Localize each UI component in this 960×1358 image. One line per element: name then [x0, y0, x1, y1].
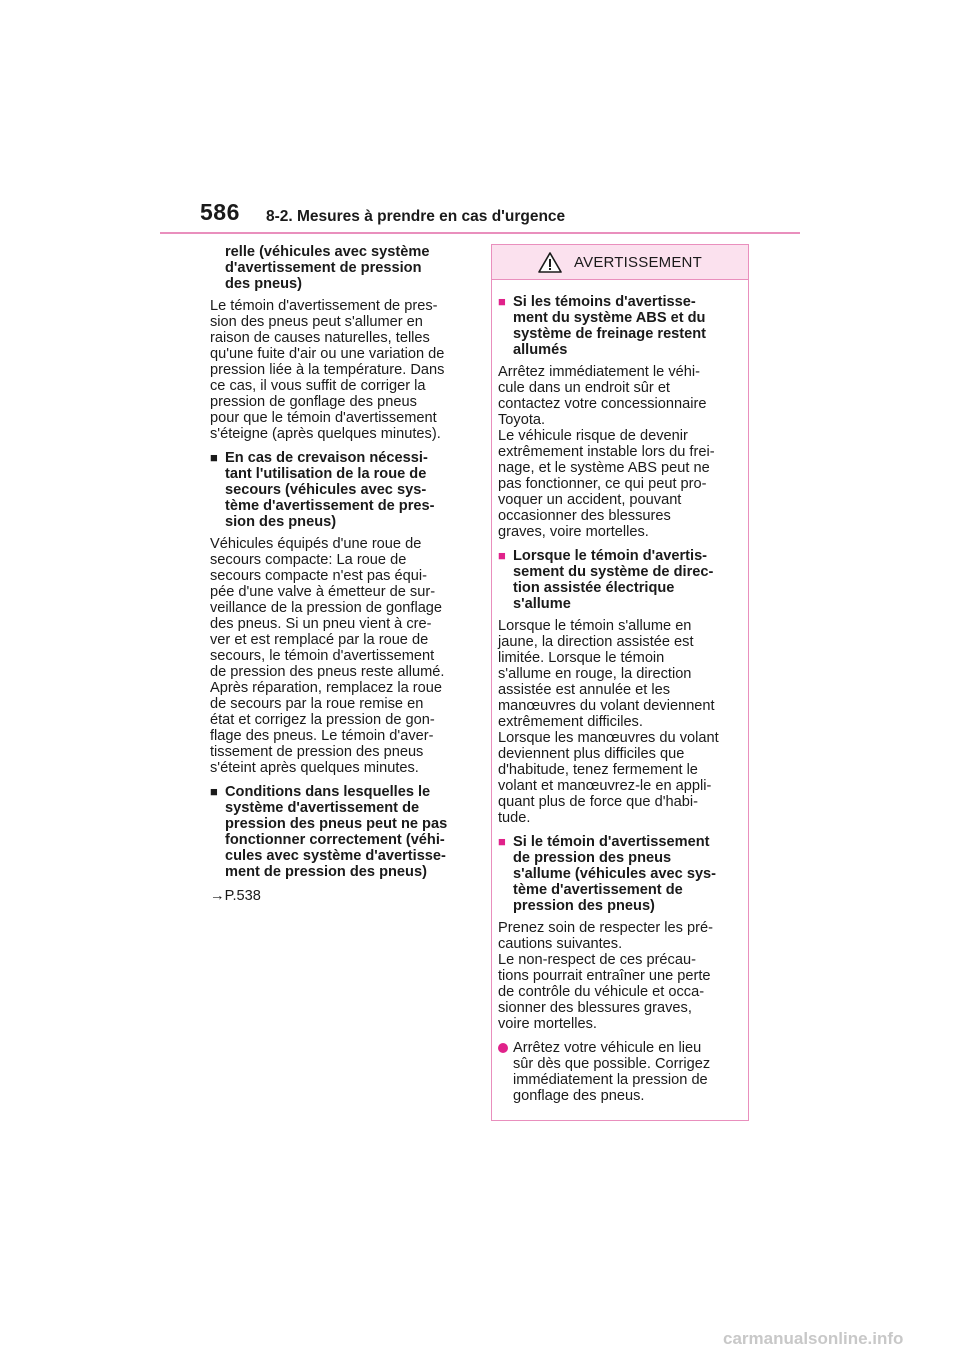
text-line: secours (véhicules avec sys- [225, 482, 427, 498]
text-line: pée d'une valve à émetteur de sur- [210, 584, 436, 600]
steering-body [498, 618, 744, 826]
text-line: gonflage des pneus. [513, 1088, 645, 1104]
text-line: Véhicules équipés d'une roue de [210, 536, 422, 552]
text-line: Toyota. [498, 412, 546, 428]
text-line: Si les témoins d'avertisse- [513, 294, 696, 310]
conditions-heading-text [225, 784, 468, 880]
text-line: voire mortelles. [498, 1016, 597, 1032]
steering-heading [498, 548, 744, 612]
text-line: ver et est remplacé par la roue de [210, 632, 429, 648]
text-line: sionner des blessures graves, [498, 1000, 692, 1016]
text-line: sûr dès que possible. Corrigez [513, 1056, 711, 1072]
text-line: Arrêtez immédiatement le véhi- [498, 364, 700, 380]
text-line: de pression des pneus [513, 850, 672, 866]
page-number: 586 [200, 199, 240, 225]
text-line: tion assistée électrique [513, 580, 675, 596]
text-line: tème d'avertissement de pres- [225, 498, 435, 514]
text-line: qu'une fuite d'air ou une variation de [210, 346, 445, 362]
text-line: sion des pneus) [225, 514, 337, 530]
text-line: de pression des pneus reste allumé. [210, 664, 445, 680]
text-line: raison de causes naturelles, telles [210, 330, 430, 346]
text-line: tème d'avertissement de [513, 882, 683, 898]
text-line: cules avec système d'avertisse- [225, 848, 446, 864]
text-line: Lorsque le témoin s'allume en [498, 618, 692, 634]
text-line: s'allume (véhicules avec sys- [513, 866, 717, 882]
text-line: de secours par la roue remise en [210, 696, 424, 712]
text-line: Après réparation, remplacez la roue [210, 680, 442, 696]
text-line: des pneus. Si un pneu vient à cre- [210, 616, 432, 632]
header-rule [160, 232, 800, 234]
tire-pressure-body [498, 920, 744, 1032]
text-line: Le témoin d'avertissement de pres- [210, 298, 438, 314]
text-line: s'allume en rouge, la direction [498, 666, 692, 682]
text-line: Le véhicule risque de devenir [498, 428, 688, 444]
text-line: s'allume [513, 596, 571, 612]
section-title: 8-2. Mesures à prendre en cas d'urgence [266, 208, 566, 225]
text-line: Arrêtez votre véhicule en lieu [513, 1040, 702, 1056]
continued-heading [210, 244, 468, 292]
square-bullet-icon: ■ [210, 784, 218, 799]
text-line: d'avertissement de pression [225, 260, 422, 276]
round-bullet-icon [498, 1043, 508, 1053]
warning-title: AVERTISSEMENT [574, 253, 702, 271]
text-line: Prenez soin de respecter les pré- [498, 920, 713, 936]
text-line: pression des pneus peut ne pas [225, 816, 448, 832]
conditions-heading [210, 784, 468, 880]
text-line: Conditions dans lesquelles le [225, 784, 431, 800]
text-line: pas fonctionner, ce qui peut pro- [498, 476, 707, 492]
text-line: secours compacte n'est pas équi- [210, 568, 427, 584]
text-line: système de freinage restent [513, 326, 707, 342]
text-line: extrêmement difficiles. [498, 714, 643, 730]
text-line: s'éteigne (après quelques minutes). [210, 426, 441, 442]
abs-heading-text [513, 294, 744, 358]
text-line: ment du système ABS et du [513, 310, 706, 326]
text-line: sement du système de direc- [513, 564, 714, 580]
text-line: nage, et le système ABS peut ne [498, 460, 710, 476]
text-line: volant et manœuvrez-le en appli- [498, 778, 712, 794]
text-line: Le non-respect de ces précau- [498, 952, 696, 968]
text-line: cautions suivantes. [498, 936, 623, 952]
text-line: Si le témoin d'avertissement [513, 834, 710, 850]
left-column [210, 244, 468, 904]
square-bullet-icon: ■ [498, 548, 506, 563]
tire-pressure-heading-text [513, 834, 744, 914]
square-bullet-icon: ■ [210, 450, 218, 465]
text-line: fonctionner correctement (véhi- [225, 832, 445, 848]
text-line: Lorsque les manœuvres du volant [498, 730, 719, 746]
text-line: système d'avertissement de [225, 800, 420, 816]
text-line: limitée. Lorsque le témoin [498, 650, 665, 666]
text-line: immédiatement la pression de [513, 1072, 708, 1088]
text-line: pression liée à la température. Dans [210, 362, 445, 378]
text-line: secours compacte: La roue de [210, 552, 407, 568]
watermark: carmanualsonline.info [723, 1329, 904, 1348]
text-line: tions pourrait entraîner une perte [498, 968, 711, 984]
text-line: En cas de crevaison nécessi- [225, 450, 428, 466]
tire-pressure-bullet-text [513, 1040, 744, 1104]
text-line: sion des pneus peut s'allumer en [210, 314, 423, 330]
abs-heading [498, 294, 744, 358]
tire-pressure-bullet [498, 1040, 744, 1104]
text-line: flage des pneus. Le témoin d'aver- [210, 728, 434, 744]
text-line: tude. [498, 810, 531, 826]
page-reference: →P.538 [210, 888, 261, 904]
text-line: tant l'utilisation de la roue de [225, 466, 427, 482]
text-line: ce cas, il vous suffit de corriger la [210, 378, 426, 394]
text-line: voquer un accident, pouvant [498, 492, 682, 508]
text-line: assistée est annulée et les [498, 682, 670, 698]
text-line: s'éteint après quelques minutes. [210, 760, 419, 776]
text-line: relle (véhicules avec système [225, 244, 430, 260]
warning-body [492, 280, 748, 1104]
text-line: de contrôle du véhicule et occa- [498, 984, 705, 1000]
spare-tire-heading-text [225, 450, 468, 530]
text-line: tissement de pression des pneus [210, 744, 424, 760]
text-line: veillance de la pression de gonflage [210, 600, 443, 616]
text-line: deviennent plus difficiles que [498, 746, 685, 762]
text-line: pour que le témoin d'avertissement [210, 410, 437, 426]
text-line: manœuvres du volant deviennent [498, 698, 715, 714]
square-bullet-icon: ■ [498, 294, 506, 309]
text-line: jaune, la direction assistée est [498, 634, 694, 650]
text-line: d'habitude, tenez fermement le [498, 762, 698, 778]
text-line: occasionner des blessures [498, 508, 671, 524]
text-line: cule dans un endroit sûr et [498, 380, 670, 396]
abs-body [498, 364, 744, 540]
text-line: des pneus) [225, 276, 303, 292]
warning-triangle-icon [538, 252, 562, 273]
text-line: Lorsque le témoin d'avertis- [513, 548, 708, 564]
text-line: quant plus de force que d'habi- [498, 794, 698, 810]
square-bullet-icon: ■ [498, 834, 506, 849]
spare-tire-body [210, 536, 468, 776]
text-line: graves, voire mortelles. [498, 524, 649, 540]
warning-header [492, 245, 748, 280]
tire-pressure-heading [498, 834, 744, 914]
spare-tire-heading [210, 450, 468, 530]
text-line: secours, le témoin d'avertissement [210, 648, 435, 664]
text-line: pression des pneus) [513, 898, 655, 914]
text-line: ment de pression des pneus) [225, 864, 427, 880]
text-line: extrêmement instable lors du frei- [498, 444, 715, 460]
steering-heading-text [513, 548, 744, 612]
warning-box [491, 244, 749, 1121]
text-line: allumés [513, 342, 568, 358]
text-line: contactez votre concessionnaire [498, 396, 707, 412]
text-line: état et corrigez la pression de gon- [210, 712, 435, 728]
continued-body [210, 298, 468, 442]
text-line: pression de gonflage des pneus [210, 394, 417, 410]
